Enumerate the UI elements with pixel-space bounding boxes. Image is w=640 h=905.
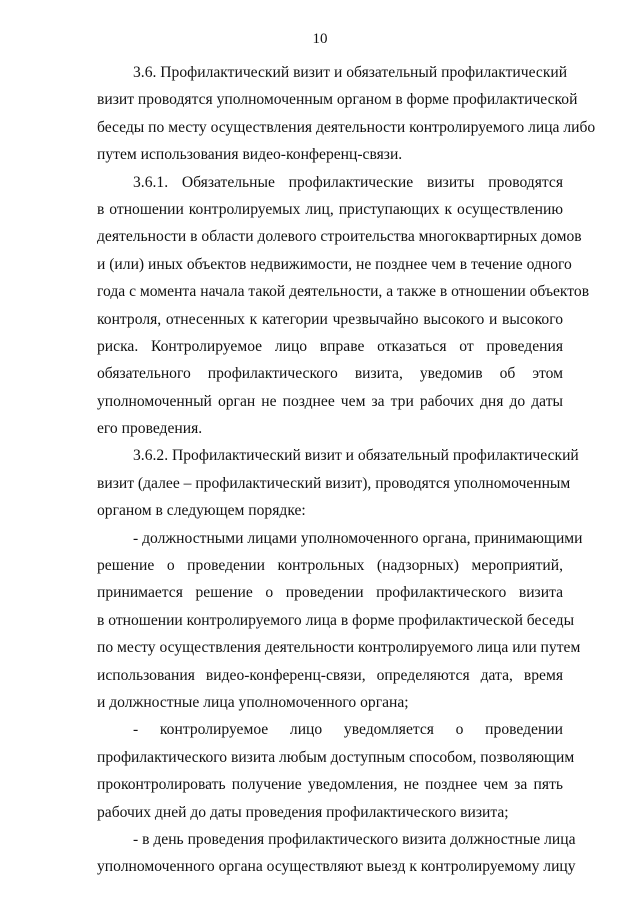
text-line: 3.6. Профилактический визит и обязательный профилактический <box>133 64 568 81</box>
paragraph-3-6 <box>97 59 596 169</box>
text-line: 3.6.1. Обязательные профилактические визиты проводятся <box>133 173 563 191</box>
paragraph-3-6-2 <box>97 442 579 524</box>
paragraph-3-6-1 <box>97 169 590 443</box>
text-line: по месту осуществления деятельности контролируемого лица или путем <box>97 639 581 657</box>
page-number: 10 <box>312 31 328 47</box>
text-line: проконтролировать получение уведомления, не позднее чем за пять <box>97 776 563 794</box>
text-line: беседы по месту осуществления деятельности контролируемого лица либо <box>97 118 596 136</box>
text-line: визит проводятся уполномоченным органом в форме профилактической <box>97 91 578 109</box>
text-line: уполномоченный орган не позднее чем за три рабочих дня до даты <box>97 392 563 410</box>
text-line: визит (далее – профилактический визит), проводятся уполномоченным <box>97 474 571 492</box>
text-line: и должностные лица уполномоченного органа; <box>97 693 409 711</box>
text-line: органом в следующем порядке: <box>97 502 306 520</box>
text-line: обязательного профилактического визита, уведомив об этом <box>97 365 563 383</box>
paragraph-bullet-2 <box>97 716 575 826</box>
text-line: 3.6.2. Профилактический визит и обязательный профилактический <box>133 447 579 465</box>
text-line: путем использования видео-конференц-связи. <box>97 146 403 164</box>
text-line: его проведения. <box>97 420 203 438</box>
text-line: в отношении контролируемых лиц, приступающих к осуществлению <box>97 200 563 218</box>
paragraph-bullet-1 <box>97 525 583 717</box>
text-line: контроля, отнесенных к категории чрезвычайно высокого и высокого <box>97 310 563 328</box>
text-line: решение о проведении контрольных (надзорных) мероприятий, <box>97 557 563 575</box>
document-body <box>97 59 596 881</box>
text-line: года с момента начала такой деятельности, а также в отношении объектов <box>97 283 590 301</box>
text-line: принимается решение о проведении профилактического визита <box>97 584 563 602</box>
text-line: деятельности в области долевого строительства многоквартирных домов <box>97 228 582 246</box>
text-line: - контролируемое лицо уведомляется о проведении <box>133 721 563 739</box>
text-line: рабочих дней до даты проведения профилактического визита; <box>97 803 509 821</box>
text-line: риска. Контролируемое лицо вправе отказаться от проведения <box>97 337 563 355</box>
text-line: - в день проведения профилактического визита должностные лица <box>133 830 576 848</box>
paragraph-bullet-3 <box>97 826 576 881</box>
text-line: в отношении контролируемого лица в форме профилактической беседы <box>97 611 575 629</box>
text-line: - должностными лицами уполномоченного органа, принимающими <box>133 529 583 547</box>
text-line: уполномоченного органа осуществляют выезд к контролируемому лицу <box>97 858 576 876</box>
text-line: профилактического визита любым доступным способом, позволяющим <box>97 748 575 766</box>
text-line: и (или) иных объектов недвижимости, не позднее чем в течение одного <box>97 255 572 273</box>
text-line: использования видео-конференц-связи, определяются дата, время <box>97 666 563 684</box>
